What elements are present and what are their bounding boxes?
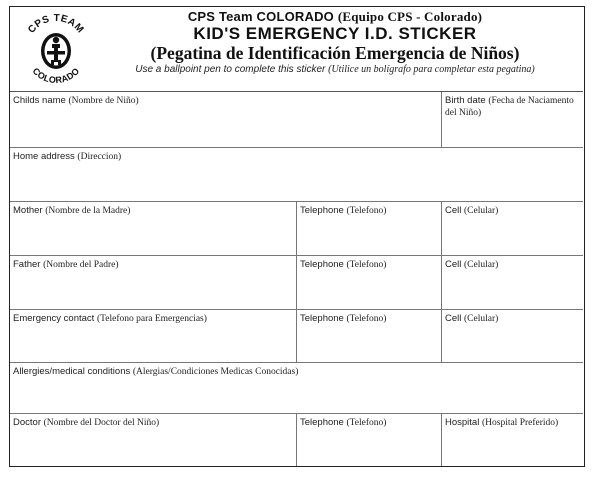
birth-date-field[interactable] bbox=[441, 92, 583, 147]
form-grid bbox=[10, 91, 583, 466]
logo-text-bottom: COLORADO bbox=[30, 65, 82, 85]
mother-cell-label-en: Cell bbox=[445, 205, 462, 216]
org-title-en: CPS Team COLORADO bbox=[187, 9, 334, 24]
father-label-es: (Nombre del Padre) bbox=[43, 260, 119, 270]
instructions-en: Use a ballpoint pen to complete this sticker bbox=[135, 64, 326, 75]
allergies-field[interactable] bbox=[10, 363, 583, 413]
form-row-emergency bbox=[10, 310, 583, 363]
mother-label-en: Mother bbox=[13, 205, 43, 216]
emergency-cell-field[interactable] bbox=[441, 310, 583, 362]
sticker-title: KID'S EMERGENCY I.D. STICKER bbox=[193, 24, 477, 43]
mother-cell-field[interactable] bbox=[441, 202, 583, 255]
doctor-telephone-label-en: Telephone bbox=[300, 417, 344, 428]
form-row-father bbox=[10, 256, 583, 310]
father-telephone-field[interactable] bbox=[296, 256, 441, 309]
instructions-es: (Utilice un bolígrafo para completar esta pegatina) bbox=[328, 64, 535, 75]
father-cell-label-es: (Celular) bbox=[464, 260, 499, 270]
hospital-label-es: (Hospital Preferido) bbox=[481, 418, 559, 428]
father-cell-field[interactable] bbox=[441, 256, 583, 309]
title-block bbox=[90, 9, 580, 76]
mother-label-es: (Nombre de la Madre) bbox=[45, 206, 131, 216]
mother-telephone-label-es: (Telefono) bbox=[346, 206, 387, 216]
emergency-cell-label-en: Cell bbox=[445, 313, 462, 324]
father-telephone-label-en: Telephone bbox=[300, 259, 344, 270]
sticker-subtitle-es: (Pegatina de Identificación Emergencia de Niños) bbox=[150, 43, 520, 63]
svg-text:CPS TEAM bbox=[26, 13, 86, 36]
form-row-mother bbox=[10, 202, 583, 256]
emergency-telephone-field[interactable] bbox=[296, 310, 441, 362]
emergency-telephone-label-es: (Telefono) bbox=[346, 314, 387, 324]
emergency-cell-label-es: (Celular) bbox=[464, 314, 499, 324]
mother-cell-label-es: (Celular) bbox=[464, 206, 499, 216]
allergies-label-en: Allergies/medical conditions bbox=[13, 366, 131, 377]
sticker-header bbox=[10, 7, 583, 91]
instructions bbox=[90, 64, 580, 76]
mother-telephone-field[interactable] bbox=[296, 202, 441, 255]
form-row-address bbox=[10, 148, 583, 202]
org-title-es: (Equipo CPS - Colorado) bbox=[337, 9, 483, 24]
hospital-field[interactable] bbox=[441, 414, 583, 466]
emergency-id-sticker bbox=[9, 6, 585, 467]
hospital-label-en: Hospital bbox=[445, 417, 480, 428]
doctor-label-es: (Nombre del Doctor del Niño) bbox=[43, 418, 160, 428]
doctor-label-en: Doctor bbox=[13, 417, 41, 428]
father-label-en: Father bbox=[13, 259, 41, 270]
birth-date-label-en: Birth date bbox=[445, 95, 486, 106]
emergency-contact-field[interactable] bbox=[10, 310, 296, 362]
form-row-doctor bbox=[10, 414, 583, 466]
form-row-child bbox=[10, 92, 583, 148]
emergency-contact-label-es: (Telefono para Emergencias) bbox=[96, 314, 207, 324]
doctor-telephone-label-es: (Telefono) bbox=[346, 418, 387, 428]
allergies-label-es: (Alergias/Condiciones Medicas Conocidas) bbox=[132, 367, 299, 377]
logo-text-top: CPS TEAM bbox=[26, 12, 86, 36]
mother-name-field[interactable] bbox=[10, 202, 296, 255]
father-cell-label-en: Cell bbox=[445, 259, 462, 270]
home-address-field[interactable] bbox=[10, 148, 583, 201]
mother-telephone-label-en: Telephone bbox=[300, 205, 344, 216]
birth-date-label-es: (Fecha de Naciamento del Niño) bbox=[445, 96, 574, 118]
child-name-label-en: Childs name bbox=[13, 95, 66, 106]
emergency-contact-label-en: Emergency contact bbox=[13, 313, 95, 324]
home-address-label-en: Home address bbox=[13, 151, 75, 162]
emergency-telephone-label-en: Telephone bbox=[300, 313, 344, 324]
cps-team-logo bbox=[18, 9, 94, 85]
doctor-telephone-field[interactable] bbox=[296, 414, 441, 466]
cps-team-logo-graphic bbox=[18, 9, 94, 85]
child-name-field[interactable] bbox=[10, 92, 441, 147]
father-name-field[interactable] bbox=[10, 256, 296, 309]
org-title bbox=[90, 9, 580, 24]
child-name-label-es: (Nombre de Niño) bbox=[68, 96, 139, 106]
home-address-label-es: (Direccion) bbox=[77, 152, 122, 162]
doctor-name-field[interactable] bbox=[10, 414, 296, 466]
father-telephone-label-es: (Telefono) bbox=[346, 260, 387, 270]
form-row-allergies bbox=[10, 363, 583, 414]
